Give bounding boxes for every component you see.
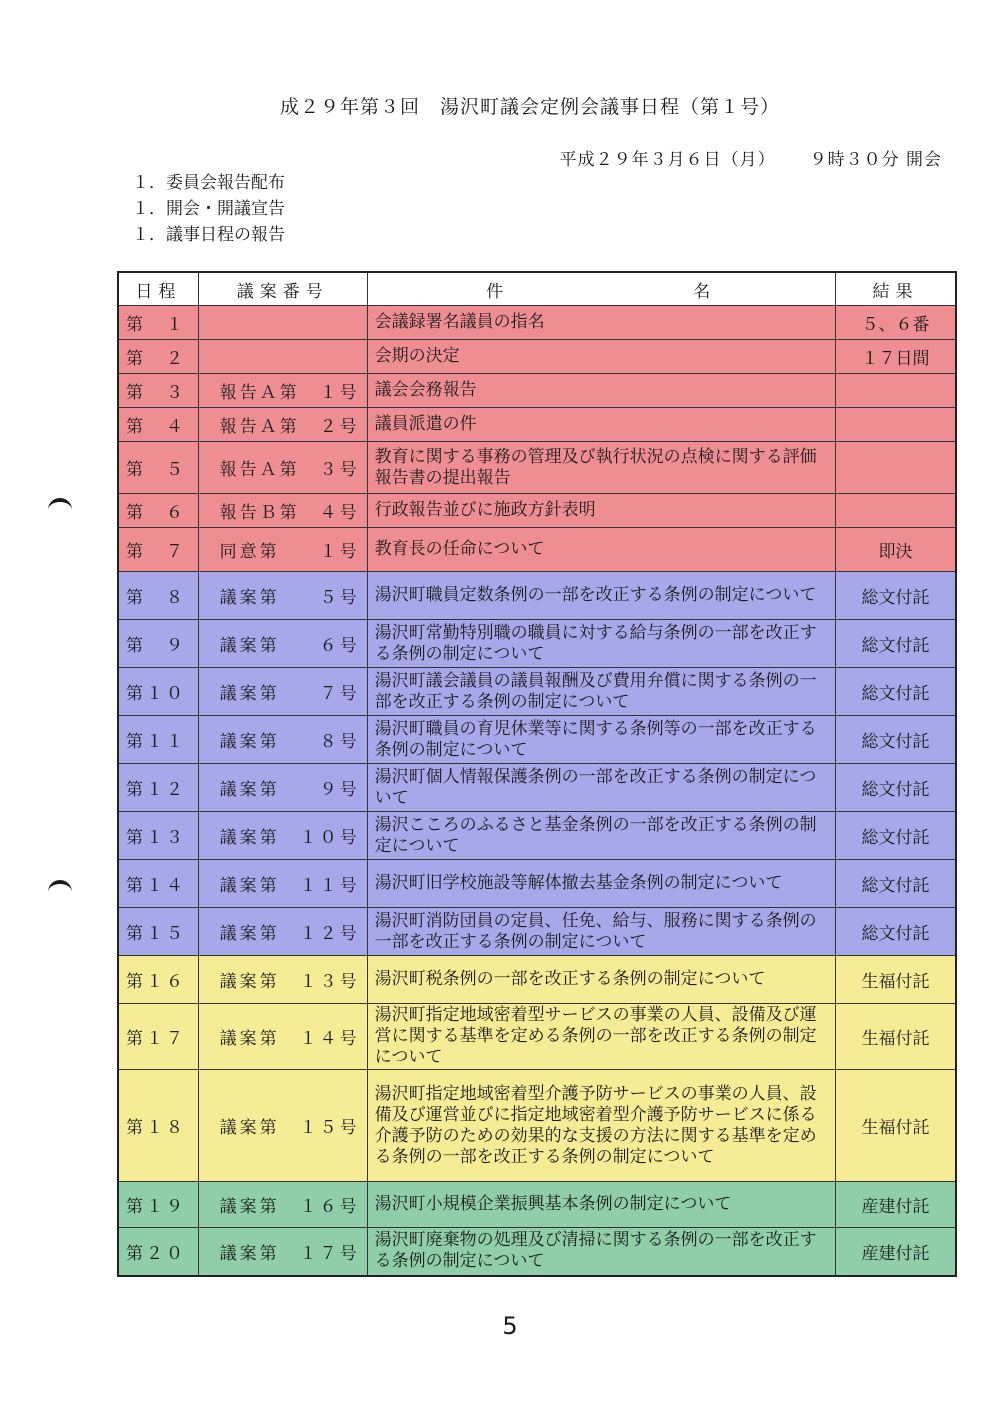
result-cell: 総文付託 — [835, 572, 956, 620]
table-row — [118, 1004, 956, 1070]
day-cell: 第 ６ — [118, 494, 198, 528]
table-row — [118, 908, 956, 956]
bill-number-cell: 議案第 ６号 — [198, 620, 367, 668]
result-cell: 総文付託 — [835, 812, 956, 860]
preliminary-item: １．議事日程の報告 — [132, 225, 285, 245]
subject-cell: 議会会務報告 — [367, 374, 835, 408]
table-row — [118, 494, 956, 528]
day-cell: 第 ８ — [118, 572, 198, 620]
result-cell: 総文付託 — [835, 716, 956, 764]
result-cell — [835, 494, 956, 528]
subject-cell: 湯沢町小規模企業振興基本条例の制定について — [367, 1182, 835, 1228]
day-cell: 第１８ — [118, 1070, 198, 1182]
bill-number-cell: 議案第 １４号 — [198, 1004, 367, 1070]
bill-number-cell: 報告Ａ第 ３号 — [198, 442, 367, 494]
table-row — [118, 668, 956, 716]
day-cell: 第１３ — [118, 812, 198, 860]
subject-cell: 湯沢町常勤特別職の職員に対する給与条例の一部を改正する条例の制定について — [367, 620, 835, 668]
meeting-date: 平成２９年３月６日（月） — [559, 150, 776, 170]
bill-number-cell: 議案第 １３号 — [198, 956, 367, 1004]
day-cell: 第 １ — [118, 306, 198, 340]
preliminary-item: １．委員会報告配布 — [132, 173, 285, 193]
subject-cell: 会期の決定 — [367, 340, 835, 374]
subject-cell: 教育長の任命について — [367, 528, 835, 572]
subject-cell: 湯沢町個人情報保護条例の一部を改正する条例の制定について — [367, 764, 835, 812]
header-bill-number: 議案番号 — [198, 272, 367, 306]
day-cell: 第２０ — [118, 1228, 198, 1276]
table-row — [118, 1070, 956, 1182]
table-row — [118, 716, 956, 764]
day-cell: 第１１ — [118, 716, 198, 764]
day-cell: 第１６ — [118, 956, 198, 1004]
table-row — [118, 812, 956, 860]
subject-cell: 湯沢町指定地域密着型サービスの事業の人員、設備及び運営に関する基準を定める条例の一部を改正する条例の制定について — [367, 1004, 835, 1070]
subject-cell: 湯沢町廃棄物の処理及び清掃に関する条例の一部を改正する条例の制定について — [367, 1228, 835, 1276]
binder-hole-bottom — [48, 880, 72, 902]
header-result: 結果 — [835, 272, 956, 306]
result-cell: 生福付託 — [835, 1004, 956, 1070]
bill-number-cell: 報告Ａ第 １号 — [198, 374, 367, 408]
preliminary-items — [132, 170, 285, 248]
result-cell: 総文付託 — [835, 668, 956, 716]
table-row — [118, 306, 956, 340]
day-cell: 第１７ — [118, 1004, 198, 1070]
bill-number-cell — [198, 340, 367, 374]
day-cell: 第 ３ — [118, 374, 198, 408]
subject-cell: 湯沢こころのふるさと基金条例の一部を改正する条例の制定について — [367, 812, 835, 860]
bill-number-cell: 議案第 １２号 — [198, 908, 367, 956]
day-cell: 第１０ — [118, 668, 198, 716]
day-cell: 第 ４ — [118, 408, 198, 442]
day-cell: 第 ２ — [118, 340, 198, 374]
result-cell: 産建付託 — [835, 1182, 956, 1228]
agenda-table — [117, 271, 957, 1277]
bill-number-cell: 議案第 １５号 — [198, 1070, 367, 1182]
subject-cell: 湯沢町消防団員の定員、任免、給与、服務に関する条例の一部を改正する条例の制定について — [367, 908, 835, 956]
result-cell: 総文付託 — [835, 908, 956, 956]
result-cell — [835, 408, 956, 442]
table-row — [118, 1182, 956, 1228]
meeting-time: ９時３０分 開会 — [809, 150, 942, 170]
table-row — [118, 1228, 956, 1276]
result-cell: 総文付託 — [835, 860, 956, 908]
meeting-datetime — [560, 145, 942, 170]
bill-number-cell: 議案第 ５号 — [198, 572, 367, 620]
preliminary-item: １．開会・開議宣告 — [132, 199, 285, 219]
day-cell: 第 ５ — [118, 442, 198, 494]
result-cell: 即決 — [835, 528, 956, 572]
subject-cell: 行政報告並びに施政方針表明 — [367, 494, 835, 528]
result-cell — [835, 442, 956, 494]
subject-cell: 湯沢町旧学校施設等解体撤去基金条例の制定について — [367, 860, 835, 908]
day-cell: 第 ７ — [118, 528, 198, 572]
header-subject: 件 名 — [367, 272, 835, 306]
agenda-rows — [118, 306, 956, 1276]
subject-cell: 湯沢町職員の育児休業等に関する条例等の一部を改正する条例の制定について — [367, 716, 835, 764]
bill-number-cell: 議案第 １０号 — [198, 812, 367, 860]
bill-number-cell: 議案第 ８号 — [198, 716, 367, 764]
subject-cell: 湯沢町指定地域密着型介護予防サービスの事業の人員、設備及び運営並びに指定地域密着型介護予防サービスに係る介護予防のための効果的な支援の方法に関する基準を定める条例の一部を改正する条例の制定について — [367, 1070, 835, 1182]
table-row — [118, 528, 956, 572]
day-cell: 第１２ — [118, 764, 198, 812]
table-row — [118, 620, 956, 668]
table-row — [118, 408, 956, 442]
result-cell: 総文付託 — [835, 764, 956, 812]
table-row — [118, 374, 956, 408]
bill-number-cell: 報告Ｂ第 ４号 — [198, 494, 367, 528]
day-cell: 第１９ — [118, 1182, 198, 1228]
result-cell: 生福付託 — [835, 1070, 956, 1182]
subject-cell: 湯沢町議会議員の議員報酬及び費用弁償に関する条例の一部を改正する条例の制定について — [367, 668, 835, 716]
header-day: 日程 — [118, 272, 198, 306]
bill-number-cell — [198, 306, 367, 340]
result-cell: 産建付託 — [835, 1228, 956, 1276]
bill-number-cell: 同意第 １号 — [198, 528, 367, 572]
table-header-row — [118, 272, 956, 306]
result-cell: ５、６番 — [835, 306, 956, 340]
result-cell: 生福付託 — [835, 956, 956, 1004]
result-cell: 総文付託 — [835, 620, 956, 668]
subject-cell: 湯沢町税条例の一部を改正する条例の制定について — [367, 956, 835, 1004]
bill-number-cell: 議案第 １７号 — [198, 1228, 367, 1276]
page-number: 5 — [502, 1312, 518, 1340]
table-row — [118, 764, 956, 812]
subject-cell: 議員派遣の件 — [367, 408, 835, 442]
result-cell: １７日間 — [835, 340, 956, 374]
subject-cell: 教育に関する事務の管理及び執行状況の点検に関する評価報告書の提出報告 — [367, 442, 835, 494]
bill-number-cell: 議案第 １６号 — [198, 1182, 367, 1228]
day-cell: 第１４ — [118, 860, 198, 908]
table-row — [118, 572, 956, 620]
result-cell — [835, 374, 956, 408]
bill-number-cell: 報告Ａ第 ２号 — [198, 408, 367, 442]
bill-number-cell: 議案第 ７号 — [198, 668, 367, 716]
table-row — [118, 340, 956, 374]
subject-cell: 会議録署名議員の指名 — [367, 306, 835, 340]
table-row — [118, 442, 956, 494]
day-cell: 第１５ — [118, 908, 198, 956]
document-title: 成２９年第３回 湯沢町議会定例会議事日程（第１号） — [279, 96, 780, 118]
day-cell: 第 ９ — [118, 620, 198, 668]
table-row — [118, 860, 956, 908]
subject-cell: 湯沢町職員定数条例の一部を改正する条例の制定について — [367, 572, 835, 620]
table-row — [118, 956, 956, 1004]
binder-hole-top — [48, 498, 72, 520]
bill-number-cell: 議案第 ９号 — [198, 764, 367, 812]
bill-number-cell: 議案第 １１号 — [198, 860, 367, 908]
